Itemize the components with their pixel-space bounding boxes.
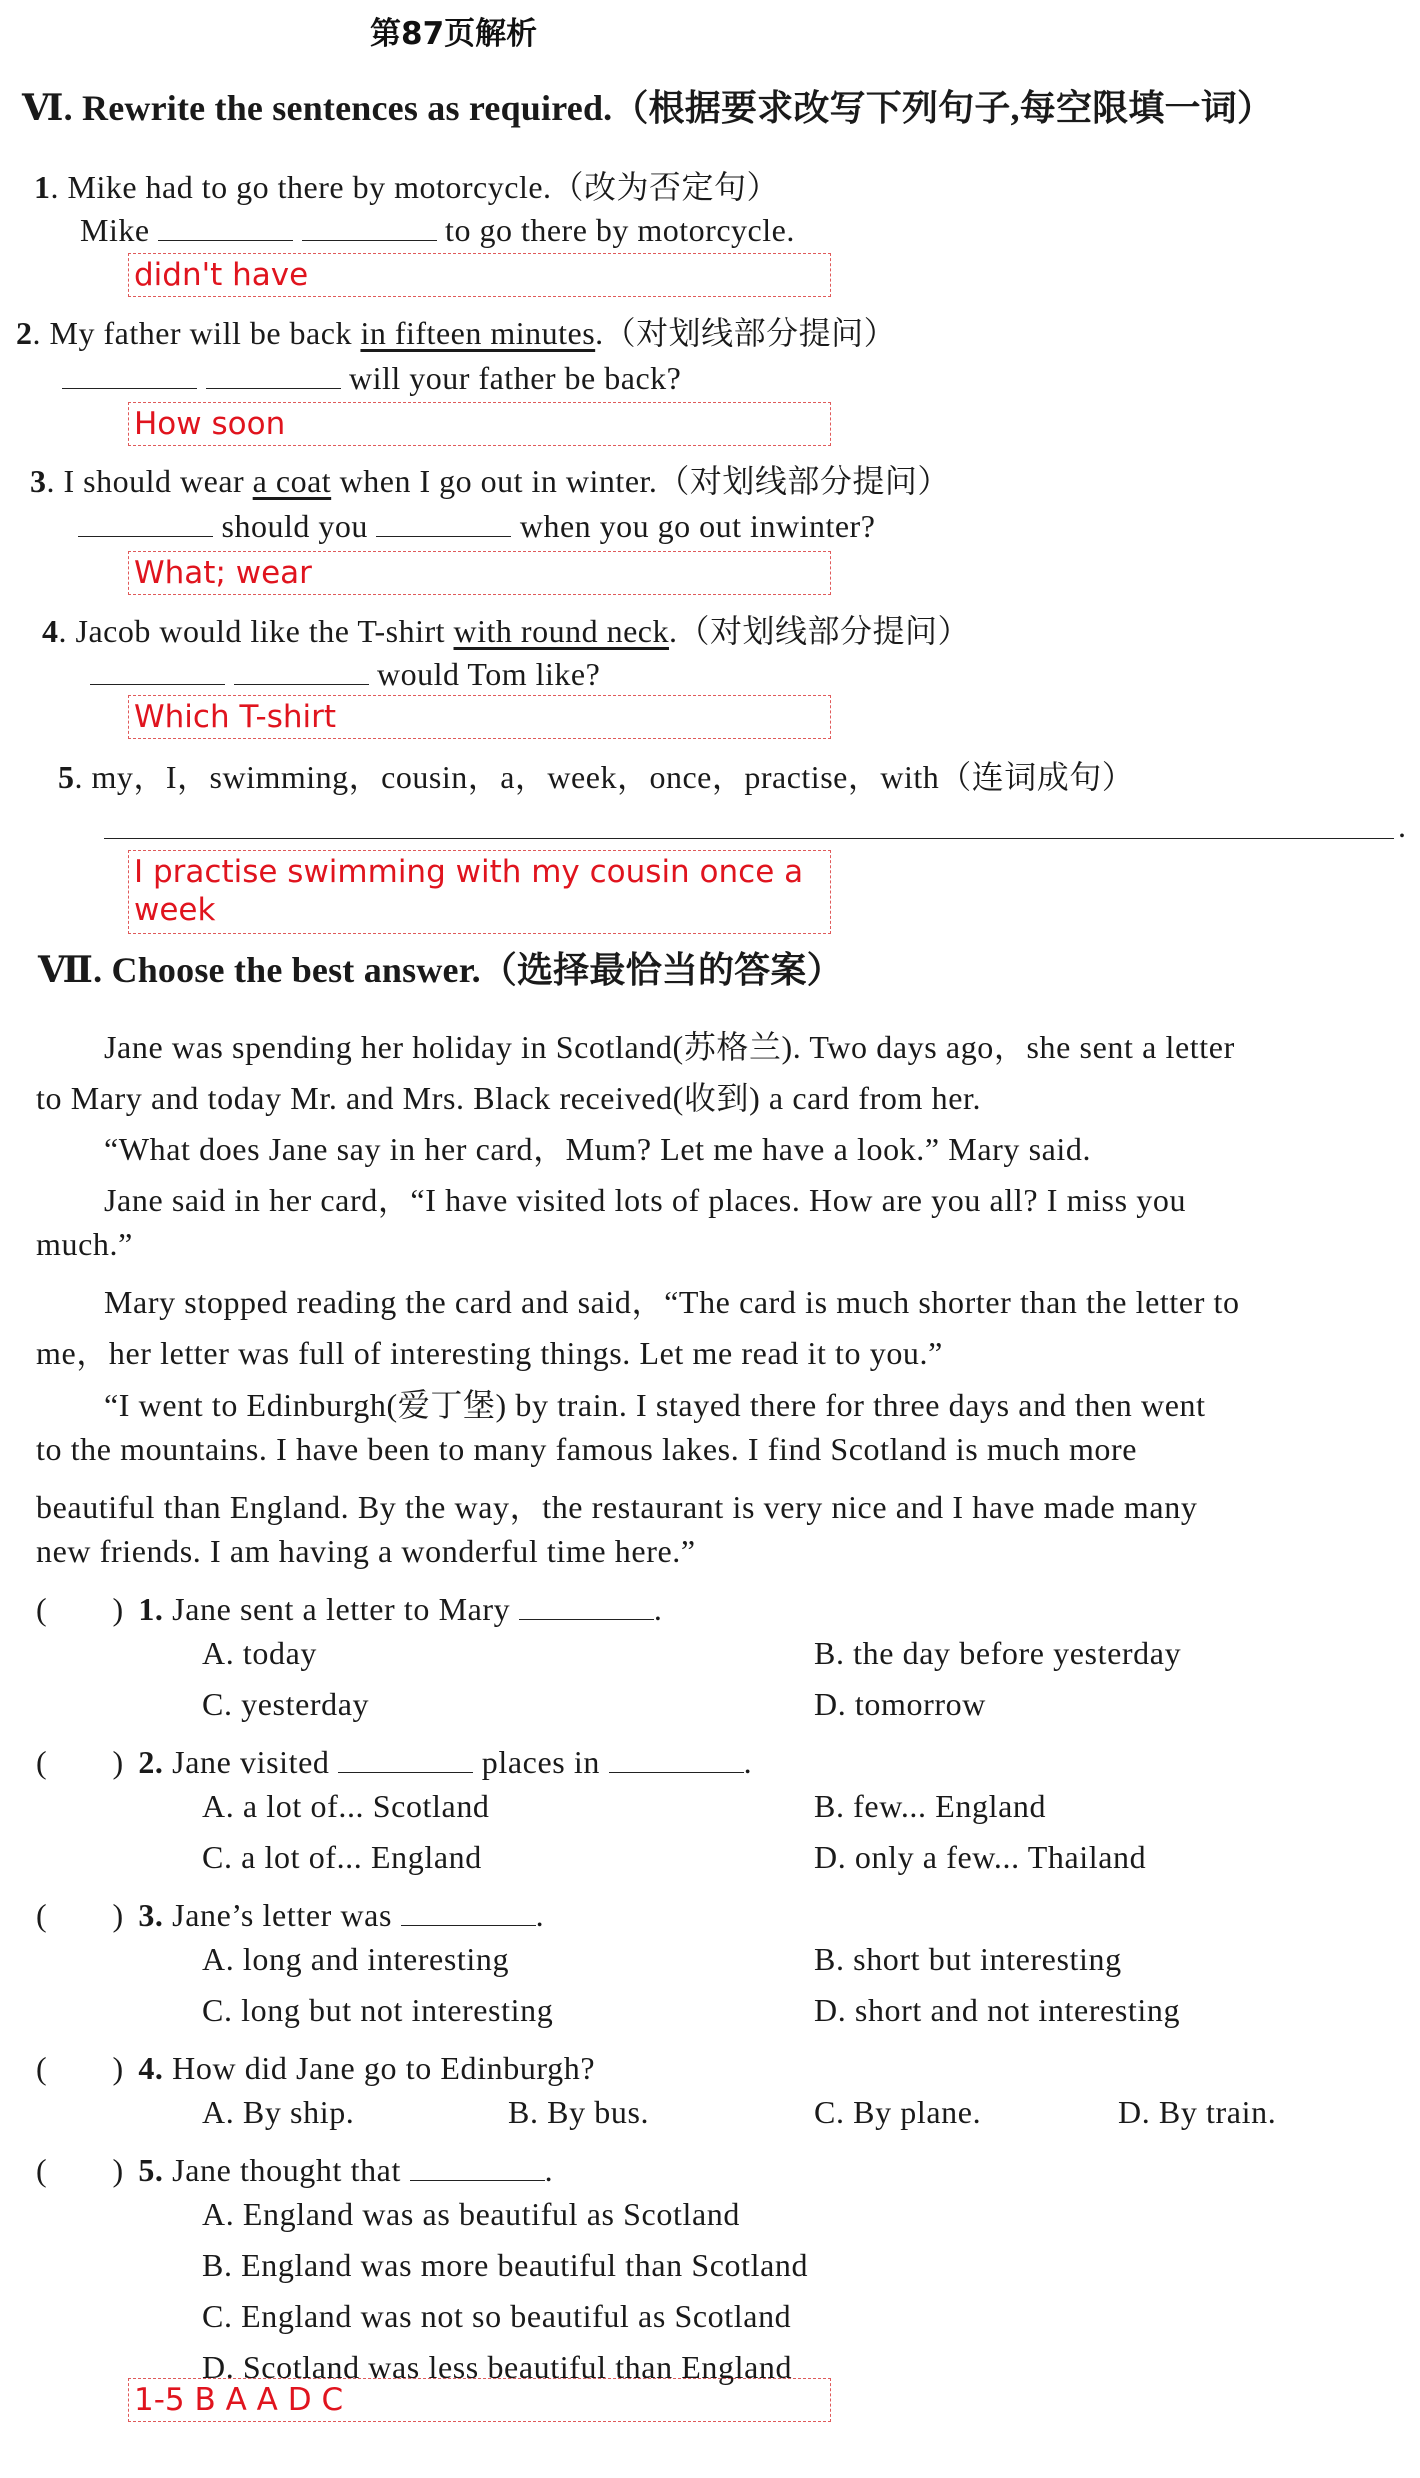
- q1-prompt: 1. Mike had to go there by motorcycle.（改为否定句）: [34, 169, 780, 205]
- q2-answer-box: How soon: [128, 402, 831, 446]
- q2-number: 2: [16, 315, 33, 351]
- mcq2-stem: [36, 1737, 752, 1783]
- q2-prompt-underlined: in fifteen minutes: [360, 315, 596, 351]
- q3-prompt-pre: I should wear: [63, 463, 253, 499]
- q3-prompt-underlined: a coat: [252, 463, 332, 499]
- mcq1-stem: [36, 1584, 663, 1630]
- q2-prompt-pre: My father will be back: [49, 315, 361, 351]
- passage-line-9: to the mountains. I have been to many famous lakes. I find Scotland is much more: [36, 1431, 1138, 1467]
- q1-blank-1: [158, 239, 293, 241]
- q1-number: 1: [34, 169, 51, 205]
- mcq4-paren: ( ): [36, 2050, 124, 2086]
- q3-answer-line: [78, 508, 875, 545]
- mcq4-option-d: D. By train.: [1118, 2094, 1277, 2130]
- mcq1-option-d: D. tomorrow: [814, 1686, 986, 1722]
- q3-blank-2: [376, 535, 511, 537]
- q2-blank-1: [62, 387, 197, 389]
- q4-blank-1: [90, 683, 225, 685]
- q1-line-end: to go there by motorcycle.: [445, 212, 795, 248]
- q1-answer-box: didn't have: [128, 253, 831, 297]
- mcq1-option-c: C. yesterday: [202, 1686, 370, 1722]
- q5-prompt-text: my，I，swimming，cousin，a，week，once，practise，with（连词成句）: [91, 759, 1135, 795]
- mcq5-stem: [36, 2145, 553, 2191]
- mcq3-stem-text: Jane’s letter was: [172, 1897, 393, 1933]
- q3-line-end: when you go out inwinter?: [519, 508, 876, 544]
- mcq1-option-a: A. today: [202, 1635, 318, 1671]
- q4-prompt-pre: Jacob would like the T-shirt: [75, 613, 454, 649]
- passage-line-1: Jane was spending her holiday in Scotland(苏格兰). Two days ago，she sent a letter: [104, 1029, 1235, 1065]
- passage-line-4: Jane said in her card，“I have visited lots of places. How are you all? I miss you: [104, 1182, 1187, 1218]
- q1-line-start: Mike: [80, 212, 150, 248]
- mcq3-option-d: D. short and not interesting: [814, 1992, 1181, 2028]
- mcq1-paren: ( ): [36, 1591, 124, 1627]
- passage-line-11: new friends. I am having a wonderful time here.”: [36, 1533, 696, 1569]
- mcq2-number: 2.: [138, 1744, 164, 1780]
- mcq3-number: 3.: [138, 1897, 164, 1933]
- passage-line-7: me，her letter was full of interesting things. Let me read it to you.”: [36, 1335, 943, 1371]
- q4-prompt-post: .（对划线部分提问）: [668, 613, 970, 649]
- mcq3-option-b: B. short but interesting: [814, 1941, 1122, 1977]
- passage-line-6: Mary stopped reading the card and said，“The card is much shorter than the letter to: [104, 1284, 1240, 1320]
- q2-blank-2: [206, 387, 341, 389]
- mcq2-blank-1: [338, 1771, 473, 1773]
- page-title: 第87页解析: [370, 16, 538, 52]
- mcq2-stem-mid: places in: [481, 1744, 600, 1780]
- mcq3-option-a: A. long and interesting: [202, 1941, 510, 1977]
- mcq5-option-c: C. England was not so beautiful as Scotland: [202, 2298, 792, 2334]
- q1-blank-2: [302, 239, 437, 241]
- mcq2-blank-2: [609, 1771, 744, 1773]
- q4-blank-2: [234, 683, 369, 685]
- mcq2-option-c: C. a lot of... England: [202, 1839, 482, 1875]
- q2-prompt: 2. My father will be back in fifteen minutes.（对划线部分提问）: [16, 315, 897, 351]
- mcq5-stem-end: .: [544, 2152, 554, 2188]
- passage-line-8: “I went to Edinburgh(爱丁堡) by train. I stayed there for three days and then went: [104, 1387, 1206, 1423]
- mcq2-stem-end: .: [743, 1744, 753, 1780]
- mcq1-option-b: B. the day before yesterday: [814, 1635, 1182, 1671]
- passage-line-3: “What does Jane say in her card，Mum? Let me have a look.” Mary said.: [104, 1131, 1092, 1167]
- section6-title: Ⅵ. Rewrite the sentences as required.（根据要求改写下列句子,每空限填一词）: [22, 88, 1274, 128]
- q5-answer-box: I practise swimming with my cousin once a week: [128, 850, 831, 934]
- mcq4-stem: [36, 2043, 595, 2089]
- q3-line-mid: should you: [221, 508, 368, 544]
- passage-line-10: beautiful than England. By the way，the restaurant is very nice and I have made many: [36, 1489, 1198, 1525]
- q3-blank-1: [78, 535, 213, 537]
- mcq1-number: 1.: [138, 1591, 164, 1627]
- mcq1-stem-end: .: [653, 1591, 663, 1627]
- q4-answer-box: Which T-shirt: [128, 695, 831, 739]
- section7-title: Ⅶ. Choose the best answer.（选择最恰当的答案）: [38, 950, 843, 990]
- mcq2-stem-text: Jane visited: [172, 1744, 330, 1780]
- q1-prompt-text: Mike had to go there by motorcycle.（改为否定句）: [67, 169, 780, 205]
- q4-prompt: 4. Jacob would like the T-shirt with round neck.（对划线部分提问）: [42, 613, 970, 649]
- mcq3-paren: ( ): [36, 1897, 124, 1933]
- q3-number: 3: [30, 463, 47, 499]
- mcq-answer-box: 1-5 B A A D C: [128, 2378, 831, 2422]
- mcq5-option-d: D. Scotland was less beautiful than England: [202, 2349, 793, 2385]
- mcq2-option-a: A. a lot of... Scotland: [202, 1788, 490, 1824]
- q5-prompt: 5. my，I，swimming，cousin，a，week，once，practise，with（连词成句）: [58, 759, 1135, 795]
- mcq3-option-c: C. long but not interesting: [202, 1992, 554, 2028]
- q1-answer-line: [80, 212, 795, 249]
- mcq4-number: 4.: [138, 2050, 164, 2086]
- mcq4-option-b: B. By bus.: [508, 2094, 650, 2130]
- q4-prompt-underlined: with round neck: [453, 613, 669, 649]
- mcq5-stem-text: Jane thought that: [172, 2152, 401, 2188]
- passage-line-5: much.”: [36, 1226, 133, 1262]
- q2-line-end: will your father be back?: [349, 360, 682, 396]
- mcq4-stem-text: How did Jane go to Edinburgh?: [172, 2050, 596, 2086]
- q2-answer-line: [62, 360, 681, 397]
- mcq4-option-a: A. By ship.: [202, 2094, 355, 2130]
- mcq5-number: 5.: [138, 2152, 164, 2188]
- q2-prompt-post: .（对划线部分提问）: [595, 315, 897, 351]
- mcq1-stem-text: Jane sent a letter to Mary: [172, 1591, 511, 1627]
- q5-line-end: .: [1398, 808, 1407, 844]
- q5-answer-line: [104, 838, 1394, 839]
- mcq5-paren: ( ): [36, 2152, 124, 2188]
- mcq3-blank: [401, 1924, 536, 1926]
- mcq4-option-c: C. By plane.: [814, 2094, 982, 2130]
- mcq5-blank: [410, 2179, 545, 2181]
- mcq2-option-b: B. few... England: [814, 1788, 1047, 1824]
- mcq5-option-b: B. England was more beautiful than Scotland: [202, 2247, 809, 2283]
- mcq1-blank: [519, 1618, 654, 1620]
- q4-number: 4: [42, 613, 59, 649]
- mcq2-paren: ( ): [36, 1744, 124, 1780]
- q3-prompt-post: when I go out in winter.（对划线部分提问）: [331, 463, 950, 499]
- mcq3-stem-end: .: [535, 1897, 545, 1933]
- passage-line-2: to Mary and today Mr. and Mrs. Black received(收到) a card from her.: [36, 1080, 982, 1116]
- mcq5-option-a: A. England was as beautiful as Scotland: [202, 2196, 740, 2232]
- q5-number: 5: [58, 759, 75, 795]
- q3-answer-box: What; wear: [128, 551, 831, 595]
- q4-answer-line: [90, 656, 600, 693]
- q3-prompt: 3. I should wear a coat when I go out in winter.（对划线部分提问）: [30, 463, 950, 499]
- q4-line-end: would Tom like?: [377, 656, 601, 692]
- mcq2-option-d: D. only a few... Thailand: [814, 1839, 1147, 1875]
- mcq3-stem: [36, 1890, 544, 1936]
